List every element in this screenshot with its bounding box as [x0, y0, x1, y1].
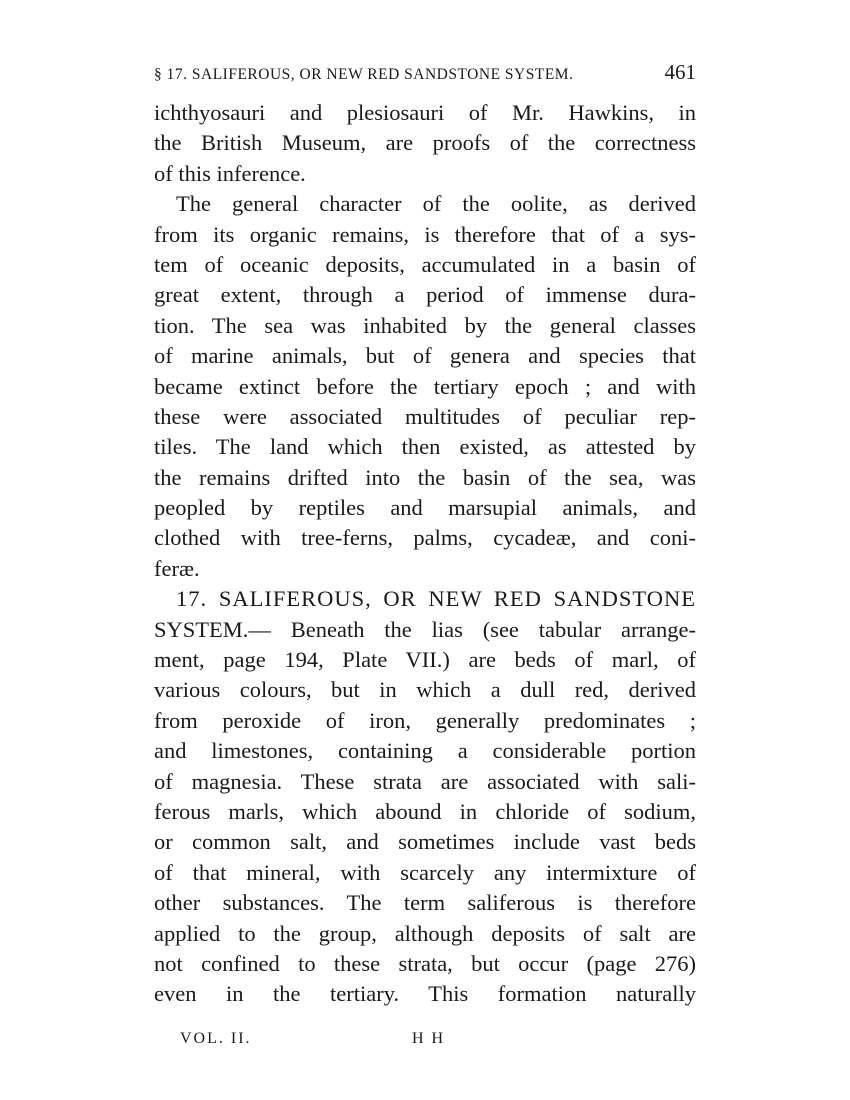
text-line: became extinct before the tertiary epoch ; and with: [154, 373, 696, 399]
text-line: not confined to these strata, but occur (page 276): [154, 950, 696, 976]
text-line: of this inference.: [154, 160, 306, 186]
text-line: of marine animals, but of genera and species that: [154, 343, 696, 369]
text-line: tion. The sea was inhabited by the general classes: [154, 312, 696, 338]
signature-mark: H H: [412, 1030, 446, 1047]
page-number: 461: [664, 60, 696, 84]
paragraph-first-line: The general character of the oolite, as derived: [176, 191, 696, 217]
text-line: great extent, through a period of immense dura-: [154, 282, 696, 308]
text-line: even in the tertiary. This formation naturally: [154, 981, 696, 1007]
running-head: [154, 60, 696, 90]
text-line: feræ.: [154, 555, 200, 581]
text-line: ment, page 194, Plate VII.) are beds of marl, of: [154, 647, 696, 673]
section-title: § 17. SALIFEROUS, OR NEW RED SANDSTONE SYSTEM.: [154, 66, 574, 83]
text-line: from its organic remains, is therefore that of a sys-: [154, 221, 696, 247]
volume-label: VOL. II.: [180, 1030, 252, 1047]
text-line: these were associated multitudes of peculiar rep-: [154, 403, 696, 429]
section-heading-line: 17. SALIFEROUS, OR NEW RED SANDSTONE: [176, 586, 696, 612]
text-line: the remains drifted into the basin of the sea, was: [154, 464, 696, 490]
text-line: clothed with tree-ferns, palms, cycadeæ, and coni-: [154, 525, 696, 551]
text-line: tiles. The land which then existed, as attested by: [154, 434, 696, 460]
text-line: or common salt, and sometimes include vast beds: [154, 829, 696, 855]
text-line: peopled by reptiles and marsupial animals, and: [154, 495, 696, 521]
body-text: [154, 98, 696, 1010]
text-line: ferous marls, which abound in chloride of sodium,: [154, 798, 696, 824]
text-line: applied to the group, although deposits of salt are: [154, 920, 696, 946]
text-line: of that mineral, with scarcely any intermixture of: [154, 859, 696, 885]
text-line: other substances. The term saliferous is therefore: [154, 890, 696, 916]
text-line: from peroxide of iron, generally predominates ;: [154, 707, 696, 733]
text-line: various colours, but in which a dull red, derived: [154, 677, 696, 703]
text-line: the British Museum, are proofs of the correctness: [154, 130, 696, 156]
text-line: and limestones, containing a considerable portion: [154, 738, 696, 764]
text-line: ichthyosauri and plesiosauri of Mr. Hawkins, in: [154, 100, 696, 125]
text-line: tem of oceanic deposits, accumulated in a basin of: [154, 251, 696, 277]
page-footer: [180, 1030, 480, 1048]
text-line: SYSTEM.— Beneath the lias (see tabular arrange-: [154, 616, 696, 642]
text-line: of magnesia. These strata are associated with sali-: [154, 768, 696, 794]
